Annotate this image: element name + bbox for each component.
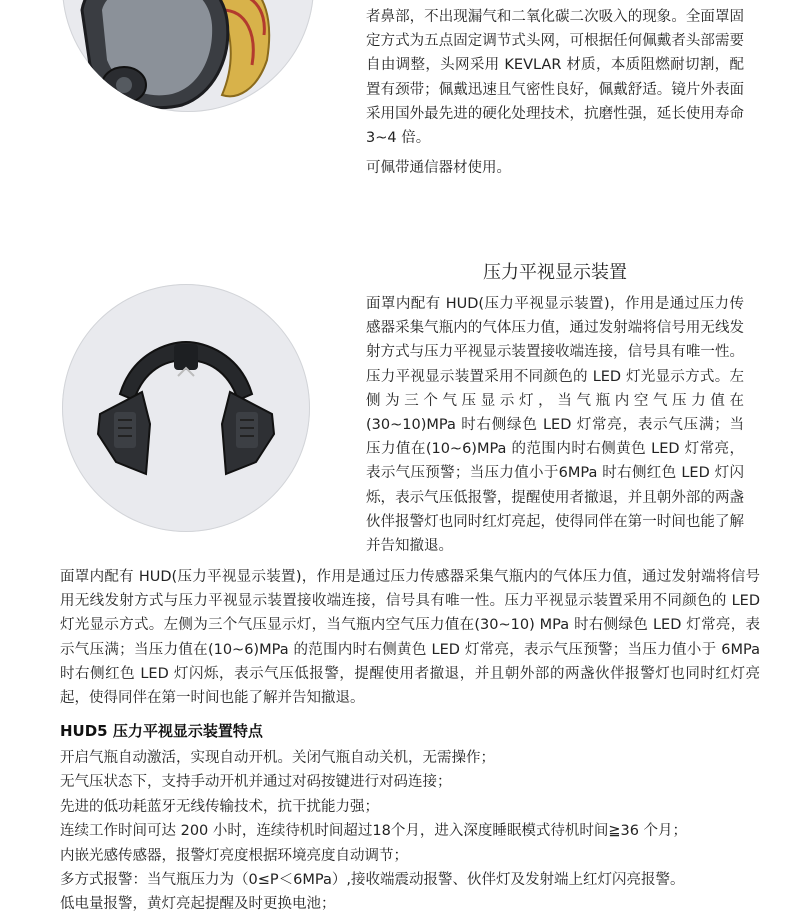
features-list (60, 746, 780, 917)
features-title: HUD5 压力平视显示装置特点 (60, 722, 263, 740)
intro-paragraph: 者鼻部，不出现漏气和二氧化碳二次吸入的现象。全面罩固定方式为五点固定调节式头网，可根据任何佩戴者头部需要自由调整，头网采用 KEVLAR 材质，本质阻燃耐切割，配置有颈带；佩戴迅速且气密性良好，佩戴舒适。镜片外表面采用国外最先进的硬化处理技术，抗磨性强，延长使用寿命 3~4 倍。 (366, 9, 744, 147)
hud-section-heading: 压力平视显示装置 (483, 262, 627, 283)
hud-photo (62, 284, 310, 532)
list-item: 内嵌光感传感器，报警灯亮度根据环境亮度自动调节； (60, 847, 408, 864)
list-item: 无气压状态下，支持手动开机并通过对码按键进行对码连接； (60, 774, 452, 791)
mask-photo (62, 0, 314, 112)
full-face-mask-icon (62, 0, 314, 112)
list-item: 多方式报警：当气瓶压力为（0≤P＜6MPa）,接收端震动报警、伙伴灯及发射端上红灯闪亮报警。 (60, 872, 685, 889)
list-item: 低电量报警，黄灯亮起提醒及时更换电池； (60, 896, 336, 913)
hud-description-full: 面罩内配有 HUD(压力平视显示装置)，作用是通过压力传感器采集气瓶内的气体压力值，通过发射端将信号用无线发射方式与压力平视显示装置接收端连接，信号具有唯一性。压力平视显示装置采用不同颜色的 LED 灯光显示方式。左侧为三个气压显示灯，当气瓶内空气压力值在(30~10) MPa 时右侧绿色 LED 灯常亮，表示气压满；当压力值在(10~6)MPa 的范围内时右侧黄色 LED 灯常亮，表示气压预警；当压力值小于 6MPa 时右侧红色 LED 灯闪烁，表示气压低报警，提醒使用者撤退，并且朝外部的两盏伙伴报警灯也同时红灯亮起，使得同伴在第一时间也能了解并告知撤退。 (60, 569, 760, 707)
intro-extra-line: 可佩带通信器材使用。 (366, 160, 511, 176)
list-item: 连续工作时间可达 200 小时，连续待机时间超过18个月，进入深度睡眠模式待机时间≧36 个月； (60, 823, 688, 840)
list-item: 先进的低功耗蓝牙无线传输技术，抗干扰能力强； (60, 798, 379, 815)
hud-description-side: 面罩内配有 HUD(压力平视显示装置)，作用是通过压力传感器采集气瓶内的气体压力值，通过发射端将信号用无线发射方式与压力平视显示装置接收端连接，信号具有唯一性。压力平视显示装置采用不同颜色的 LED 灯光显示方式。左侧为三个气压显示灯，当气瓶内空气压力值在(30~10)MPa 时右侧绿色 LED 灯常亮，表示气压满；当压力值在(10~6)MPa 的范围内时右侧黄色 LED 灯常亮，表示气压预警；当压力值小于6MPa 时右侧红色 LED 灯闪烁，表示气压低报警，提醒使用者撤退，并且朝外部的两盏伙伴报警灯也同时红灯亮起，使得同伴在第一时间也能了解并告知撤退。 (366, 296, 744, 555)
hud-device-icon (62, 284, 310, 532)
list-item: 开启气瓶自动激活，实现自动开机。关闭气瓶自动关机，无需操作； (60, 750, 495, 766)
